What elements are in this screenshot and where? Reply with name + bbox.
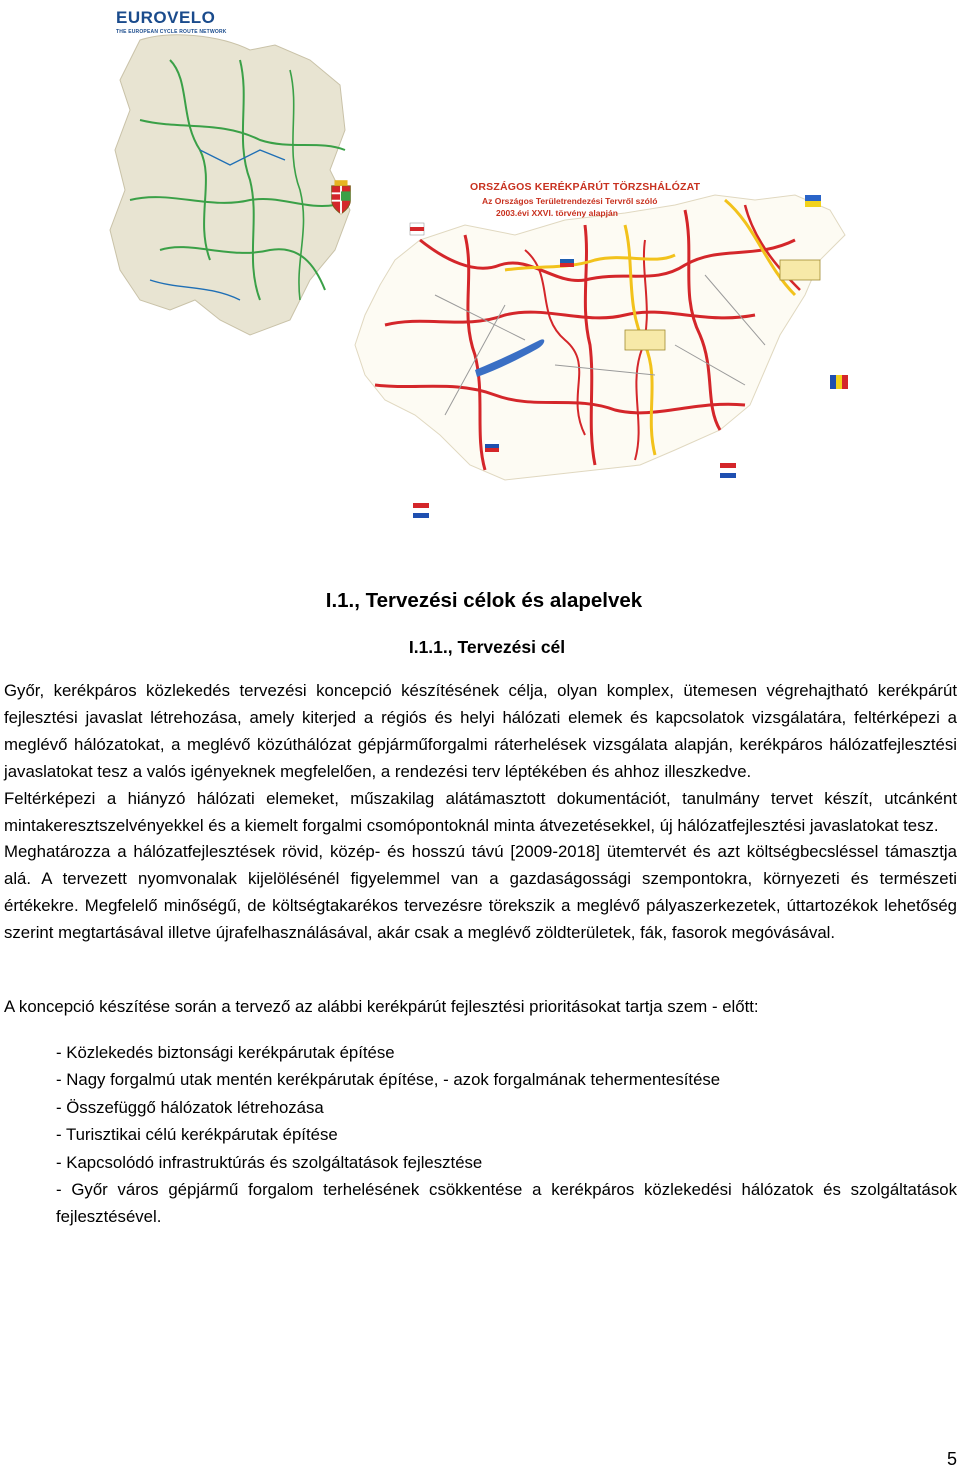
priority-item: - Összefüggő hálózatok létrehozása xyxy=(56,1097,324,1117)
eurovelo-logo xyxy=(116,8,236,35)
priority-item: - Nagy forgalmú utak mentén kerékpárutak építése, - azok forgalmának tehermentesítése xyxy=(56,1070,721,1090)
priority-item: - Turisztikai célú kerékpárutak építése xyxy=(56,1125,338,1145)
body-text xyxy=(4,678,957,1231)
paragraph-3: Meghatározza a hálózatfejlesztések rövid, közép- és hosszú távú [2009-2018] ütemtervét és azt költségbecsléssel támasztja alá. A tervezett nyomvonalak kijelölésénél figyelemmel van a gazdaságossági szempontokra, környezeti és természeti értékekre. Megfelelő minőségű, de költségtakarékos tervezésre törekszik a meglévő pályaszerkezetek, úttartozékok lehetőség szerint megtartásával illetve újrafelhasználásával, akár csak a meglévő zöldterületek, fák, fasorok megóvásával. xyxy=(4,842,957,943)
map-title-line-1: ORSZÁGOS KERÉKPÁRÚT TÖRZSHÁLÓZAT xyxy=(470,181,701,193)
priorities-list xyxy=(56,1039,957,1231)
eurovelo-subtitle: THE EUROPEAN CYCLE ROUTE NETWORK xyxy=(116,29,227,35)
hungary-cycle-network-map xyxy=(325,165,855,525)
cycle-network-figure xyxy=(100,0,860,530)
section-heading: I.1., Tervezési célok és alapelvek xyxy=(325,589,643,612)
paragraph-2: Feltérképezi a hiányzó hálózati elemeket, műszakilag alátámasztott dokumentációt, tanulmány tervet készít, utcánként mintakeresztszelvényekkel és a kiemelt forgalmi csomópontoknál minta átvezetésekkel, új hálózatfejlesztési javaslatokat tesz. xyxy=(4,788,957,835)
subsection-heading: I.1.1., Tervezési cél xyxy=(408,637,566,657)
eurovelo-europe-map xyxy=(100,0,360,340)
priority-item: - Kapcsolódó infrastruktúrás és szolgáltatások fejlesztése xyxy=(56,1152,483,1172)
map-title-line-2: Az Országos Területrendezési Tervről szóló xyxy=(482,196,658,206)
map-title xyxy=(470,181,730,218)
paragraph-1: Győr, kerékpáros közlekedés tervezési koncepció készítésének célja, olyan komplex, ütemesen végrehajtható kerékpárút fejlesztési javaslat létrehozása, amely kiterjed a régiós és helyi hálózati elemek és kapcsolatok vizsgálatára, feltérképezi a meglévő hálózatokat, a meglévő közúthálózat gépjárműforgalmi ráterhelések vizsgálata alapján, kerékpáros hálózatfejlesztési javaslatokat tesz a valós igényeknek megfelelően, a rendezési terv léptékében és ahhoz illeszkedve. xyxy=(4,681,957,781)
priority-item: - Közlekedés biztonsági kerékpárutak építése xyxy=(56,1042,395,1062)
priority-item: - Győr város gépjármű forgalom terhelésének csökkentése a kerékpáros közlekedési hálózatok és szolgáltatások fejlesztésével. xyxy=(56,1180,957,1227)
map-title-line-3: 2003.évi XXVI. törvény alapján xyxy=(496,208,618,218)
priorities-intro: A koncepció készítése során a tervező az alábbi kerékpárút fejlesztési prioritásokat tartja szem - előtt: xyxy=(4,997,759,1017)
hungarian-coat-of-arms-icon xyxy=(327,178,355,216)
page-number: 5 xyxy=(946,1449,957,1469)
eurovelo-wordmark: EUROVELO xyxy=(116,8,216,27)
